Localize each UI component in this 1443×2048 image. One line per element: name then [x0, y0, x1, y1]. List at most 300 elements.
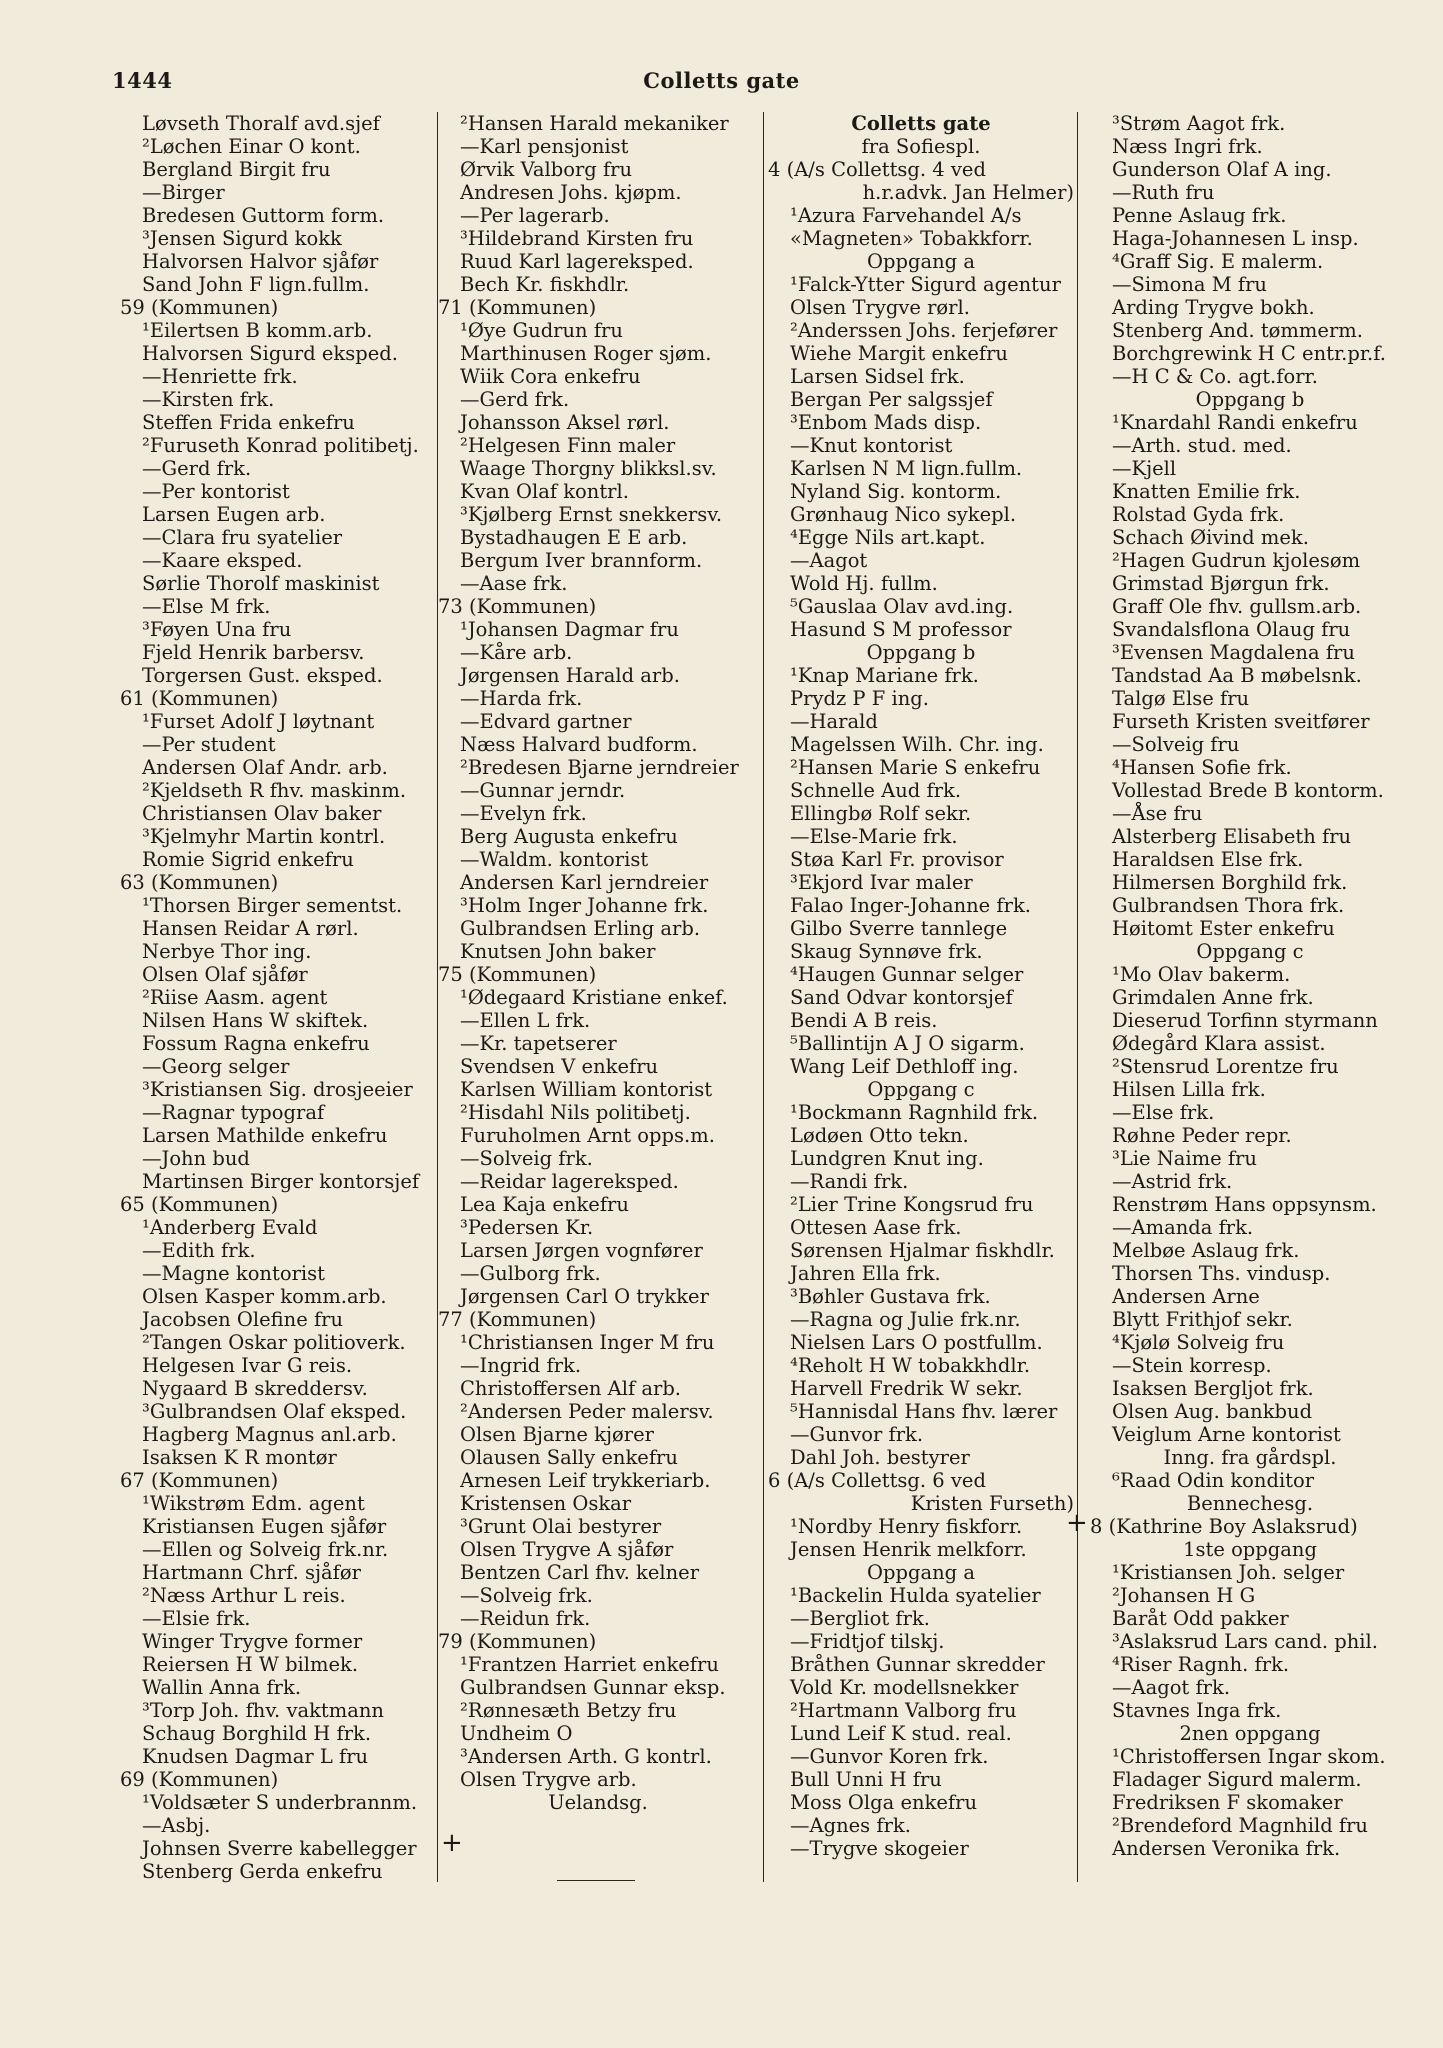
directory-line: —Edith frk. [142, 1239, 256, 1262]
directory-line: —Ragna og Julie frk.nr. [790, 1308, 1021, 1331]
directory-line: Olsen Olaf sjåfør [142, 963, 308, 986]
directory-line: Kvan Olaf kontrl. [460, 480, 629, 503]
column-4 [1090, 112, 1410, 1860]
directory-line: —Åse fru [1112, 802, 1203, 825]
directory-line: Talgø Else fru [1112, 687, 1250, 710]
directory-line: 6 (A/s Collettsg. 6 ved [768, 1469, 986, 1492]
directory-line: Gilbo Sverre tannlege [790, 917, 1008, 940]
directory-line: Romie Sigrid enkefru [142, 848, 354, 871]
directory-line: Lund Leif K stud. real. [790, 1722, 1012, 1745]
directory-line: —Elsie frk. [142, 1607, 251, 1630]
directory-line: Steffen Frida enkefru [142, 411, 355, 434]
directory-line: Penne Aslaug frk. [1112, 204, 1287, 227]
directory-line: Prydz P F ing. [790, 687, 929, 710]
directory-line: Halvorsen Halvor sjåfør [142, 250, 379, 273]
directory-line: Kristiansen Eugen sjåfør [142, 1515, 387, 1538]
directory-line: Marthinusen Roger sjøm. [460, 342, 712, 365]
directory-line: Blytt Frithjof sekr. [1112, 1308, 1293, 1331]
directory-line: Halvorsen Sigurd eksped. [142, 342, 398, 365]
directory-line: ²Stensrud Lorentze fru [1112, 1055, 1339, 1078]
directory-line: ¹Mo Olav bakerm. [1112, 963, 1291, 986]
directory-line: —H C & Co. agt.forr. [1112, 365, 1318, 388]
directory-line: —Ruth fru [1112, 181, 1215, 204]
directory-line: Olsen Trygve rørl. [790, 296, 970, 319]
directory-line: ³Evensen Magdalena fru [1112, 641, 1355, 664]
directory-line: 71 (Kommunen) [438, 296, 597, 319]
directory-line: ¹Johansen Dagmar fru [460, 618, 679, 641]
directory-line: Sørlie Thorolf maskinist [142, 572, 380, 595]
directory-line: Gunderson Olaf A ing. [1112, 158, 1332, 181]
directory-line: Sand Odvar kontorsjef [790, 986, 1013, 1009]
directory-line: —Gerd frk. [142, 457, 252, 480]
directory-line: ³Føyen Una fru [142, 618, 292, 641]
directory-line: Vold Kr. modellsnekker [790, 1676, 1019, 1699]
directory-line: —Else M frk. [142, 595, 271, 618]
directory-line: Waage Thorgny blikksl.sv. [460, 457, 717, 480]
directory-line: Oppgang b [866, 641, 976, 664]
directory-line: Lea Kaja enkefru [460, 1193, 629, 1216]
directory-line: Schaug Borghild H frk. [142, 1722, 372, 1745]
directory-line: Grimdalen Anne frk. [1112, 986, 1314, 1009]
directory-line: Karlsen N M lign.fullm. [790, 457, 1023, 480]
directory-line: Bech Kr. fiskhdlr. [460, 273, 630, 296]
directory-line: Isaksen K R montør [142, 1446, 337, 1469]
directory-line: Olsen Trygve arb. [460, 1768, 637, 1791]
page-header [0, 68, 1443, 100]
directory-line: Gulbrandsen Erling arb. [460, 917, 701, 940]
directory-line: —Edvard gartner [460, 710, 632, 733]
directory-line: ¹Nordby Henry fiskforr. [790, 1515, 1023, 1538]
directory-line: Larsen Jørgen vognfører [460, 1239, 703, 1262]
directory-line: Oppgang c [867, 1078, 975, 1101]
directory-line: Bredesen Guttorm form. [142, 204, 385, 227]
directory-line: Grimstad Bjørgun frk. [1112, 572, 1330, 595]
directory-line: —Aagot [790, 549, 868, 572]
directory-line: 73 (Kommunen) [438, 595, 597, 618]
directory-line: ⁴Reholt H W tobakkhdlr. [790, 1354, 1031, 1377]
directory-line: ³Aslaksrud Lars cand. phil. [1112, 1630, 1378, 1653]
directory-line: —Asbj. [142, 1814, 211, 1837]
directory-line: Knutsen John baker [460, 940, 656, 963]
directory-line: ²Kjeldseth R fhv. maskinm. [142, 779, 407, 802]
directory-line: Løvseth Thoralf avd.sjef [142, 112, 380, 135]
directory-line: Gulbrandsen Thora frk. [1112, 894, 1345, 917]
directory-line: —Arth. stud. med. [1112, 434, 1292, 457]
directory-line: —Aase frk. [460, 572, 568, 595]
column-divider [1077, 112, 1078, 1882]
directory-line: Støa Karl Fr. provisor [790, 848, 1004, 871]
directory-line: Christoffersen Alf arb. [460, 1377, 682, 1400]
directory-line: Sand John F lign.fullm. [142, 273, 370, 296]
directory-line: ³Ekjord Ivar maler [790, 871, 973, 894]
directory-line: ³Hildebrand Kirsten fru [460, 227, 694, 250]
directory-line: Dahl Joh. bestyrer [790, 1446, 970, 1469]
directory-line: Gulbrandsen Gunnar eksp. [460, 1676, 726, 1699]
directory-line: —Simona M fru [1112, 273, 1267, 296]
directory-line: Reiersen H W bilmek. [142, 1653, 359, 1676]
directory-line: Bull Unni H fru [790, 1768, 942, 1791]
directory-line: ³Kjelmyhr Martin kontrl. [142, 825, 386, 848]
directory-line: Larsen Sidsel frk. [790, 365, 965, 388]
directory-line: Grønhaug Nico sykepl. [790, 503, 1017, 526]
directory-line: —Randi frk. [790, 1170, 909, 1193]
directory-line: Wallin Anna frk. [142, 1676, 302, 1699]
directory-line: Karlsen William kontorist [460, 1078, 713, 1101]
directory-line: ²Hansen Harald mekaniker [460, 112, 729, 135]
directory-line: ³Gulbrandsen Olaf eksped. [142, 1400, 407, 1423]
directory-line: Jørgensen Carl O trykker [460, 1285, 709, 1308]
directory-line: Ellingbø Rolf sekr. [790, 802, 972, 825]
directory-line: ¹Falck-Ytter Sigurd agentur [790, 273, 1061, 296]
directory-line: —Astrid frk. [1112, 1170, 1233, 1193]
directory-line: ¹Christoffersen Ingar skom. [1112, 1745, 1386, 1768]
directory-line: —Per kontorist [142, 480, 290, 503]
directory-line: Nielsen Lars O postfullm. [790, 1331, 1043, 1354]
directory-line: Lødøen Otto tekn. [790, 1124, 969, 1147]
directory-line: fra Sofiespl. [861, 135, 981, 158]
column-3 [768, 112, 1074, 1860]
directory-line: Kristensen Oskar [460, 1492, 632, 1515]
directory-line: Hasund S M professor [790, 618, 1012, 641]
directory-line: —Harda frk. [460, 687, 583, 710]
directory-line: h.r.advk. Jan Helmer) [862, 181, 1074, 204]
directory-line: Nyland Sig. kontorm. [790, 480, 1002, 503]
directory-line: ¹Azura Farvehandel A/s [790, 204, 1022, 227]
directory-line: Bennechesg. [1186, 1492, 1314, 1515]
directory-line: ²Johansen H G [1112, 1584, 1256, 1607]
directory-line: Johnsen Sverre kabellegger [142, 1837, 417, 1860]
directory-line: 77 (Kommunen) [438, 1308, 597, 1331]
directory-line: Renstrøm Hans oppsynsm. [1112, 1193, 1377, 1216]
directory-line: Alsterberg Elisabeth fru [1112, 825, 1352, 848]
directory-line: —Kaare eksped. [142, 549, 303, 572]
directory-line: 79 (Kommunen) [438, 1630, 597, 1653]
directory-line: 2nen oppgang [1179, 1722, 1321, 1745]
directory-line: Stenberg And. tømmerm. [1112, 319, 1363, 342]
directory-line: ²Løchen Einar O kont. [142, 135, 361, 158]
directory-line: —John bud [142, 1147, 250, 1170]
directory-line: Larsen Eugen arb. [142, 503, 326, 526]
directory-line: —Per lagerarb. [460, 204, 610, 227]
directory-line: ²Rønnesæth Betzy fru [460, 1699, 677, 1722]
directory-line: ³Strøm Aagot frk. [1112, 112, 1286, 135]
directory-line: Dieserud Torfinn styrmann [1112, 1009, 1378, 1032]
directory-line: —Kirsten frk. [142, 388, 275, 411]
directory-line: ⁴Kjølø Solveig fru [1112, 1331, 1285, 1354]
directory-line: ⁵Gauslaa Olav avd.ing. [790, 595, 1014, 618]
directory-line: 69 (Kommunen) [120, 1768, 279, 1791]
directory-line: Nygaard B skreddersv. [142, 1377, 368, 1400]
directory-line: ²Helgesen Finn maler [460, 434, 676, 457]
directory-line: ²Furuseth Konrad politibetj. [142, 434, 419, 457]
directory-line: Jacobsen Olefine fru [142, 1308, 344, 1331]
directory-line: Undheim O [460, 1722, 573, 1745]
directory-line: ⁴Riser Ragnh. frk. [1112, 1653, 1290, 1676]
directory-line: ³Kjølberg Ernst snekkersv. [460, 503, 723, 526]
directory-line: Bentzen Carl fhv. kelner [460, 1561, 700, 1584]
directory-line: —Ellen L frk. [460, 1009, 591, 1032]
directory-line: Stavnes Inga frk. [1112, 1699, 1282, 1722]
directory-line: Bendi A B reis. [790, 1009, 938, 1032]
directory-line: ³Kristiansen Sig. drosjeeier [142, 1078, 413, 1101]
directory-line: ⁴Egge Nils art.kapt. [790, 526, 986, 549]
column-1 [120, 112, 440, 1883]
directory-line: Bråthen Gunnar skredder [790, 1653, 1045, 1676]
directory-line: Sørensen Hjalmar fiskhdlr. [790, 1239, 1055, 1262]
directory-line: 61 (Kommunen) [120, 687, 279, 710]
directory-line: Knatten Emilie frk. [1112, 480, 1301, 503]
directory-line: Arnesen Leif trykkeriarb. [460, 1469, 711, 1492]
directory-line: Næss Ingri frk. [1112, 135, 1263, 158]
directory-line: Ruud Karl lagereksped. [460, 250, 694, 273]
directory-line: ¹Thorsen Birger sementst. [142, 894, 403, 917]
running-title: Colletts gate [643, 68, 800, 93]
directory-line: Lundgren Knut ing. [790, 1147, 984, 1170]
directory-line: ³Lie Naime fru [1112, 1147, 1257, 1170]
directory-line: ¹Ødegaard Kristiane enkef. [460, 986, 728, 1009]
directory-line: —Ellen og Solveig frk.nr. [142, 1538, 389, 1561]
directory-line: Hansen Reidar A rørl. [142, 917, 359, 940]
directory-line: 1ste oppgang [1183, 1538, 1317, 1561]
directory-line: Wold Hj. fullm. [790, 572, 938, 595]
directory-line: Schnelle Aud frk. [790, 779, 962, 802]
directory-line: —Per student [142, 733, 276, 756]
directory-line: —Georg selger [142, 1055, 290, 1078]
directory-line: —Else-Marie frk. [790, 825, 958, 848]
directory-line: ¹Furset Adolf J løytnant [142, 710, 375, 733]
directory-line: ³Bøhler Gustava frk. [790, 1285, 991, 1308]
directory-line: Wiehe Margit enkefru [790, 342, 1008, 365]
directory-line: Olsen Bjarne kjører [460, 1423, 654, 1446]
directory-line: Bergan Per salgssjef [790, 388, 993, 411]
directory-line: ⁴Haugen Gunnar selger [790, 963, 1024, 986]
directory-line: —Ingrid frk. [460, 1354, 582, 1377]
directory-line: 67 (Kommunen) [120, 1469, 279, 1492]
directory-line: Stenberg Gerda enkefru [142, 1860, 383, 1883]
directory-line: Magelssen Wilh. Chr. ing. [790, 733, 1044, 756]
directory-line: Veiglum Arne kontorist [1112, 1423, 1341, 1446]
directory-line: ¹Bockmann Ragnhild frk. [790, 1101, 1039, 1124]
directory-line: Andresen Johs. kjøpm. [460, 181, 682, 204]
directory-line: Svendsen V enkefru [460, 1055, 659, 1078]
directory-line: Moss Olga enkefru [790, 1791, 978, 1814]
directory-line: «Magneten» Tobakkforr. [790, 227, 1033, 250]
directory-line: —Amanda frk. [1112, 1216, 1254, 1239]
directory-line: Jørgensen Harald arb. [460, 664, 680, 687]
street-crossing-mark: + [1066, 1508, 1088, 1538]
directory-line: ²Næss Arthur L reis. [142, 1584, 346, 1607]
directory-line: ²Bredesen Bjarne jerndreier [460, 756, 739, 779]
directory-line: Nilsen Hans W skiftek. [142, 1009, 369, 1032]
directory-line: ²Hartmann Valborg fru [790, 1699, 1017, 1722]
directory-line: Fladager Sigurd malerm. [1112, 1768, 1362, 1791]
directory-line: Andersen Veronika frk. [1112, 1837, 1341, 1860]
directory-line: Haraldsen Else frk. [1112, 848, 1304, 871]
directory-line: ³Torp Joh. fhv. vaktmann [142, 1699, 384, 1722]
directory-line: Inng. fra gårdspl. [1163, 1446, 1337, 1469]
directory-line: Oppgang a [867, 250, 975, 273]
directory-line: Andersen Olaf Andr. arb. [142, 756, 388, 779]
directory-line: Oppgang a [867, 1561, 975, 1584]
directory-line: Andersen Arne [1112, 1285, 1260, 1308]
directory-line: Helgesen Ivar G reis. [142, 1354, 353, 1377]
directory-line: —Waldm. kontorist [460, 848, 649, 871]
directory-line: ⁴Hansen Sofie frk. [1112, 756, 1292, 779]
directory-line: 63 (Kommunen) [120, 871, 279, 894]
directory-line: —Ragnar typograf [142, 1101, 325, 1124]
directory-line: —Clara fru syatelier [142, 526, 343, 549]
directory-line: —Gerd frk. [460, 388, 570, 411]
directory-line: —Solveig frk. [460, 1584, 593, 1607]
directory-line: 8 (Kathrine Boy Aslaksrud) [1090, 1515, 1358, 1538]
directory-line: Skaug Synnøve frk. [790, 940, 983, 963]
directory-line: Oppgang c [1196, 940, 1304, 963]
directory-line: Harvell Fredrik W sekr. [790, 1377, 1023, 1400]
directory-line: Fossum Ragna enkefru [142, 1032, 370, 1055]
column-divider [437, 112, 438, 1882]
directory-line: ²Hansen Marie S enkefru [790, 756, 1041, 779]
directory-line: Hagberg Magnus anl.arb. [142, 1423, 397, 1446]
directory-line: ²Andersen Peder malersv. [460, 1400, 714, 1423]
directory-line: ²Brendeford Magnhild fru [1112, 1814, 1368, 1837]
directory-line: Haga-Johannesen L insp. [1112, 227, 1359, 250]
directory-line: Fredriksen F skomaker [1112, 1791, 1343, 1814]
directory-line: Kristen Furseth) [910, 1492, 1074, 1515]
directory-line: Johansson Aksel rørl. [460, 411, 670, 434]
directory-line: ¹Voldsæter S underbrannm. [142, 1791, 418, 1814]
directory-line: Olausen Sally enkefru [460, 1446, 678, 1469]
directory-line: —Kr. tapetserer [460, 1032, 617, 1055]
section-end-rule [557, 1880, 635, 1881]
directory-line: ¹Anderberg Evald [142, 1216, 318, 1239]
directory-line: —Else frk. [1112, 1101, 1215, 1124]
directory-line: Hilsen Lilla frk. [1112, 1078, 1266, 1101]
directory-line: Knudsen Dagmar L fru [142, 1745, 369, 1768]
directory-line: Christiansen Olav baker [142, 802, 382, 825]
directory-line: Thorsen Ths. vindusp. [1112, 1262, 1331, 1285]
directory-line: Ørvik Valborg fru [460, 158, 633, 181]
directory-line: —Aagot frk. [1112, 1676, 1231, 1699]
directory-line: Torgersen Gust. eksped. [142, 664, 383, 687]
directory-line: Bystadhaugen E E arb. [460, 526, 688, 549]
directory-line: —Magne kontorist [142, 1262, 325, 1285]
directory-line: Olsen Kasper komm.arb. [142, 1285, 387, 1308]
directory-line: Olsen Trygve A sjåfør [460, 1538, 674, 1561]
directory-line: ²Hagen Gudrun kjolesøm [1112, 549, 1361, 572]
directory-line: Jahren Ella frk. [790, 1262, 941, 1285]
directory-line: —Trygve skogeier [790, 1837, 969, 1860]
directory-line: Borchgrewink H C entr.pr.f. [1112, 342, 1386, 365]
directory-line: Næss Halvard budform. [460, 733, 698, 756]
directory-line: Vollestad Brede B kontorm. [1112, 779, 1384, 802]
directory-line: —Karl pensjonist [460, 135, 629, 158]
directory-line: ²Tangen Oskar politioverk. [142, 1331, 406, 1354]
directory-line: Andersen Karl jerndreier [460, 871, 709, 894]
directory-line: Uelandsg. [548, 1791, 648, 1814]
page-number: 1444 [112, 68, 173, 93]
directory-line: Olsen Aug. bankbud [1112, 1400, 1313, 1423]
directory-line: ³Pedersen Kr. [460, 1216, 594, 1239]
directory-line: Nerbye Thor ing. [142, 940, 312, 963]
directory-line: ¹Backelin Hulda syatelier [790, 1584, 1041, 1607]
directory-line: ²Anderssen Johs. ferjefører [790, 319, 1058, 342]
directory-line: ³Holm Inger Johanne frk. [460, 894, 709, 917]
directory-line: ¹Knardahl Randi enkefru [1112, 411, 1358, 434]
directory-line: Tandstad Aa B møbelsnk. [1112, 664, 1362, 687]
directory-line: Colletts gate [851, 112, 991, 135]
directory-line: Ottesen Aase frk. [790, 1216, 962, 1239]
directory-line: —Kjell [1112, 457, 1177, 480]
directory-line: 75 (Kommunen) [438, 963, 597, 986]
directory-line: —Bergliot frk. [790, 1607, 930, 1630]
directory-line: Furuholmen Arnt opps.m. [460, 1124, 715, 1147]
directory-line: —Harald [790, 710, 878, 733]
directory-line: ⁴Graff Sig. E malerm. [1112, 250, 1324, 273]
directory-line: Arding Trygve bokh. [1112, 296, 1315, 319]
directory-line: Fjeld Henrik barbersv. [142, 641, 365, 664]
directory-line: Wiik Cora enkefru [460, 365, 641, 388]
directory-line: Bergland Birgit fru [142, 158, 331, 181]
directory-line: Winger Trygve former [142, 1630, 363, 1653]
directory-line: —Knut kontorist [790, 434, 953, 457]
directory-line: Oppgang b [1195, 388, 1305, 411]
directory-line: ⁵Ballintijn A J O sigarm. [790, 1032, 1025, 1055]
directory-line: —Gulborg frk. [460, 1262, 601, 1285]
directory-line: Svandalsflona Olaug fru [1112, 618, 1351, 641]
directory-line: Ødegård Klara assist. [1112, 1032, 1326, 1055]
directory-line: —Fridtjof tilskj. [790, 1630, 945, 1653]
directory-line: —Solveig fru [1112, 733, 1240, 756]
directory-line: Berg Augusta enkefru [460, 825, 678, 848]
directory-line: 65 (Kommunen) [120, 1193, 279, 1216]
directory-line: Rolstad Gyda frk. [1112, 503, 1285, 526]
directory-line: —Agnes frk. [790, 1814, 911, 1837]
directory-line: ¹Knap Mariane frk. [790, 664, 979, 687]
directory-line: Baråt Odd pakker [1112, 1607, 1289, 1630]
directory-line: ⁵Hannisdal Hans fhv. lærer [790, 1400, 1058, 1423]
directory-line: Melbøe Aslaug frk. [1112, 1239, 1300, 1262]
directory-line: —Reidar lagereksped. [460, 1170, 679, 1193]
directory-line: —Kåre arb. [460, 641, 573, 664]
directory-line: Falao Inger-Johanne frk. [790, 894, 1031, 917]
directory-line: —Evelyn frk. [460, 802, 587, 825]
directory-line: Graff Ole fhv. gullsm.arb. [1112, 595, 1362, 618]
directory-line: ¹Eilertsen B komm.arb. [142, 319, 373, 342]
column-2 [438, 112, 758, 1814]
directory-line: Røhne Peder repr. [1112, 1124, 1292, 1147]
directory-line: Furseth Kristen sveitfører [1112, 710, 1370, 733]
directory-line: —Stein korresp. [1112, 1354, 1272, 1377]
directory-line: —Birger [142, 181, 225, 204]
directory-line: —Gunvor frk. [790, 1423, 924, 1446]
directory-line: Høitomt Ester enkefru [1112, 917, 1335, 940]
directory-line: Martinsen Birger kontorsjef [142, 1170, 420, 1193]
directory-line: 4 (A/s Collettsg. 4 ved [768, 158, 986, 181]
directory-line: —Reidun frk. [460, 1607, 591, 1630]
directory-line: Hilmersen Borghild frk. [1112, 871, 1348, 894]
directory-line: Schach Øivind mek. [1112, 526, 1309, 549]
directory-line: ¹Kristiansen Joh. selger [1112, 1561, 1345, 1584]
directory-line: ³Enbom Mads disp. [790, 411, 982, 434]
column-divider [763, 112, 764, 1882]
directory-line: ²Riise Aasm. agent [142, 986, 328, 1009]
directory-line: ²Lier Trine Kongsrud fru [790, 1193, 1034, 1216]
directory-line: ¹Øye Gudrun fru [460, 319, 623, 342]
directory-line: —Gunvor Koren frk. [790, 1745, 989, 1768]
directory-line: ⁶Raad Odin konditor [1112, 1469, 1315, 1492]
directory-line: Larsen Mathilde enkefru [142, 1124, 388, 1147]
directory-line: 59 (Kommunen) [120, 296, 279, 319]
